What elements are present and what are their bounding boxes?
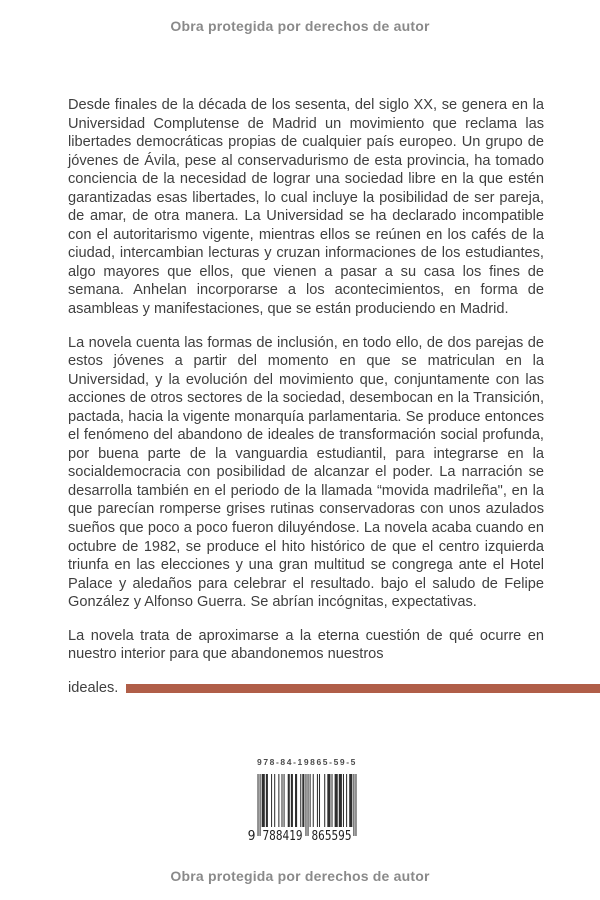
- svg-text:865595: 865595: [311, 829, 352, 842]
- copyright-notice-top: Obra protegida por derechos de autor: [170, 18, 430, 34]
- isbn-label: 978-84-19865-59-5: [257, 757, 357, 767]
- synopsis-last-line: [68, 679, 544, 698]
- copyright-notice-bottom: Obra protegida por derechos de autor: [170, 868, 430, 884]
- barcode-block: [245, 757, 370, 847]
- svg-text:9: 9: [247, 829, 256, 842]
- ean13-barcode: [245, 769, 370, 847]
- synopsis-paragraph-3: La novela trata de aproximarse a la eterna cuestión de qué ocurre en nuestro interior para que abandonemos nuestros: [68, 627, 544, 663]
- synopsis-paragraph-1: Desde finales de la década de los sesenta, del siglo XX, se genera en la Universidad Complutense de Madrid un movimiento que reclama las libertades democráticas propias de cualquier país europeo. Un grupo de jóvenes de Ávila, pese al conservadurismo de esta provincia, ha tomado conciencia de la necesidad de lograr una sociedad libre en la que estén garantizadas esas libertades, lo cual incluye la posibilidad de ser pareja, de amar, de otra manera. La Universidad se ha declarado incompatible con el autoritarismo vigente, mientras ellos se reúnen en los cafés de la ciudad, intercambian lecturas y cruzan informaciones de los estudiantes, algo mayores que ellos, que vienen a pasar a su casa los fines de semana. Anhelan incorporarse a los acontecimientos, en forma de asambleas y manifestaciones, que se están produciendo en Madrid.: [68, 97, 544, 318]
- synopsis: [68, 96, 544, 697]
- synopsis-paragraph-2: La novela cuenta las formas de inclusión, en todo ello, de dos parejas de estos jóvenes a partir del momento en que se matriculan en la Universidad, y la evolución del movimiento que, conjuntamente con las acciones de otros sectores de la sociedad, desembocan en la Transición, pactada, hacia la vigente monarquía parlamentaria. Se produce entonces el fenómeno del abandono de ideales de transformación social profunda, por buena parte de la vanguardia estudiantil, para integrarse en la socialdemocracia con posibilidad de alcanzar el poder. La narración se desarrolla también en el periodo de la llamada “movida madrileña", en la que parecían romperse grises rutinas conservadoras con unos azulados sueños que poco a poco fueron diluyéndose. La novela acaba cuando en octubre de 1982, se produce el hito histórico de que el centro izquierda triunfa en las elecciones y una gran multitud se congrega ante el Hotel Palace y aledaños para celebrar el resultado. bajo el saludo de Felipe González y Alfonso Guerra. Se abrían incógnitas, expectativas.: [68, 334, 544, 611]
- synopsis-last-word: ideales.: [68, 679, 119, 696]
- svg-text:788419: 788419: [262, 829, 303, 842]
- accent-bar: [126, 684, 600, 693]
